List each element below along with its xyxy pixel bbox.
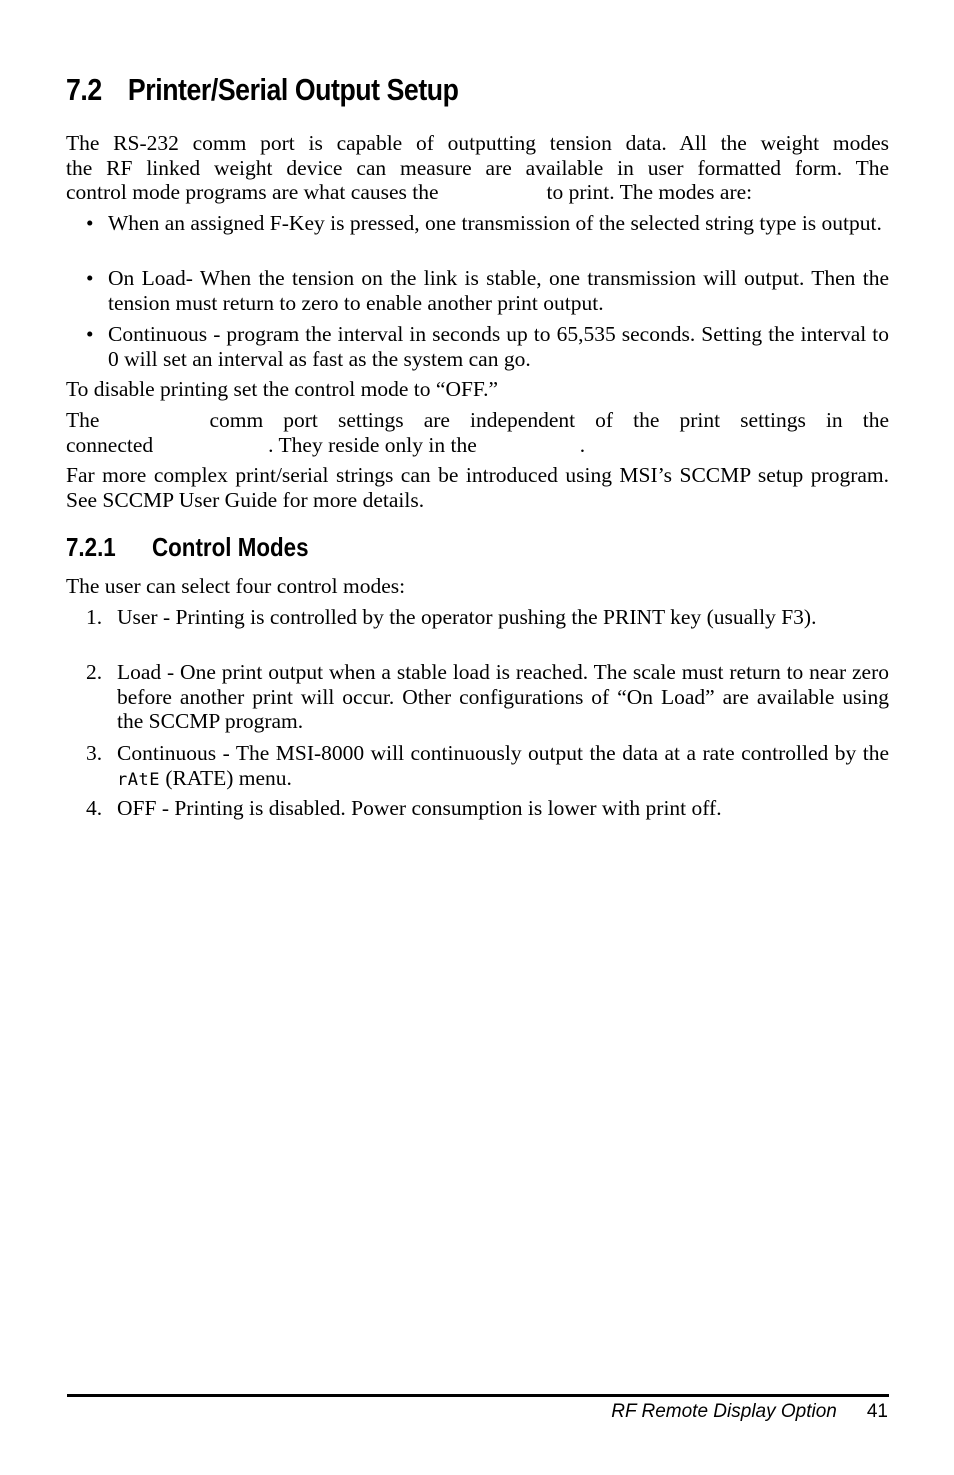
disable-paragraph xyxy=(66,377,889,402)
comm-d: . They reside only in the xyxy=(268,432,477,457)
subsection-number: 7.2.1 xyxy=(66,532,116,562)
footer-title: RF Remote Display Option xyxy=(611,1401,837,1422)
complex-text: Far more complex print/serial strings can be introduced using MSI’s SCCMP setup program. See SCCMP User Guide for more details. xyxy=(66,463,889,512)
bullet-marker: • xyxy=(86,266,94,290)
intro-line-3b: to print. The modes are: xyxy=(546,180,753,204)
bullet-item xyxy=(86,266,889,315)
modes-intro-paragraph xyxy=(66,574,889,599)
footer-rule xyxy=(67,1394,889,1397)
page-footer xyxy=(611,1401,888,1423)
bullet-text: When an assigned F-Key is pressed, one transmission of the selected string type is output. xyxy=(108,211,882,235)
mode-text xyxy=(117,741,889,792)
intro-line-2: the RF linked weight device can measure are available in user formatted form. The xyxy=(66,155,889,180)
section-number: 7.2 xyxy=(66,72,102,107)
mode-item xyxy=(86,660,889,734)
subsection-title: Control Modes xyxy=(152,532,309,562)
bullet-text: Continuous - program the interval in seconds up to 65,535 seconds. Setting the interval to 0 will set an interval as fast as the system can go. xyxy=(108,322,889,371)
bullet-item xyxy=(86,322,889,371)
modes-intro-text: The user can select four control modes: xyxy=(66,574,406,598)
complex-paragraph xyxy=(66,463,889,512)
intro-paragraph xyxy=(66,131,889,205)
rate-segment-display: rAtE xyxy=(117,769,160,790)
mode-text: User - Printing is controlled by the operator pushing the PRINT key (usually F3). xyxy=(117,605,817,629)
bullet-marker: • xyxy=(86,322,94,346)
comm-line-1 xyxy=(66,408,889,433)
intro-line-3a: control mode programs are what causes the xyxy=(66,180,439,204)
bullet-item xyxy=(86,211,889,236)
mode-item xyxy=(86,741,889,792)
mode-number: 1. xyxy=(86,605,103,629)
mode-text: OFF - Printing is disabled. Power consumption is lower with print off. xyxy=(117,796,722,820)
mode-number: 2. xyxy=(86,660,103,684)
comm-paragraph xyxy=(66,408,889,457)
comm-a: The xyxy=(66,408,100,432)
bullet-text: On Load- When the tension on the link is stable, one transmission will output. Then the tension must return to zero to enable another print output. xyxy=(108,266,889,315)
comm-b: comm port settings are independent of the print settings in the xyxy=(209,408,889,432)
section-heading xyxy=(66,72,459,107)
subsection-heading xyxy=(66,532,309,562)
comm-e: . xyxy=(579,432,586,457)
comm-line-2 xyxy=(66,433,889,458)
bullet-marker: • xyxy=(86,211,94,235)
mode-text: Load - One print output when a stable load is reached. The scale must return to near zero before another print will occur. Other configurations of “On Load” are available using the SCCMP program. xyxy=(117,660,889,733)
mode-item xyxy=(86,796,889,821)
mode-text-b: (RATE) menu. xyxy=(165,765,292,790)
mode-number: 3. xyxy=(86,741,103,765)
intro-line-1: The RS-232 comm port is capable of outputting tension data. All the weight modes xyxy=(66,131,889,155)
mode-item xyxy=(86,605,889,630)
comm-c: connected xyxy=(66,432,154,457)
mode-text-a: Continuous - The MSI-8000 will continuously output the data at a rate controlled by the xyxy=(117,741,889,765)
page-number: 41 xyxy=(866,1401,888,1422)
disable-text: To disable printing set the control mode to “OFF.” xyxy=(66,377,499,401)
section-title: Printer/Serial Output Setup xyxy=(127,72,459,107)
intro-line-3 xyxy=(66,180,889,205)
mode-number: 4. xyxy=(86,796,103,820)
